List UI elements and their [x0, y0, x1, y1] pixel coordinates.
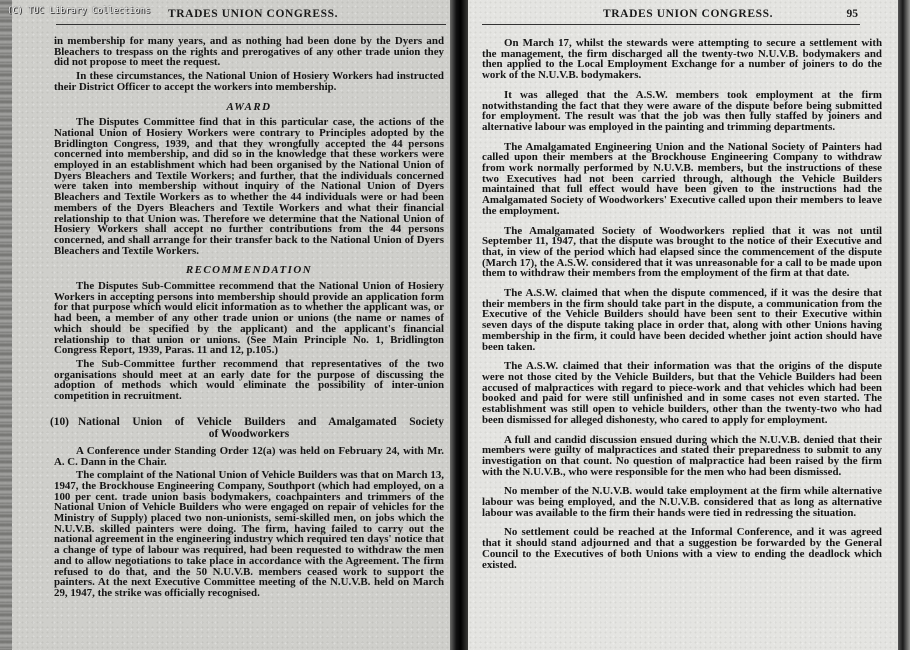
paragraph: The complaint of the National Union of Vehicle Builders was that on March 13, 1947, the Brockhouse Engineering Company, Southport (which had employed, on a 100 per cent. trade union basis bodymakers, coachpainters and trimmers of the National Union of Vehicle Builders who were engaged on repair of vehicles for the Ministry of Supply) placed two non-unionists, semi-skilled men, on jobs which the N.U.V.B. skilled painters were doing. The firm, having failed to carry out the national agreement in the engineering industry which required ten days' notice that a change of type of labour was required, had been requested to withdraw the men and to allow negotiations to take place in accordance with the Agreement. The firm refused to do that, and the 50 N.U.V.B. members ceased work to support the painters. At the next Executive Committee meeting of the N.U.V.B. held on March 29, 1947, the strike was officially recognised.	[54, 469, 444, 599]
item-number: (10)	[50, 415, 69, 428]
paragraph: in membership for many years, and as nothing had been done by the Dyers and Bleachers to trespass on the rights and prerogatives of any other trade union they did not propose to meet the request.	[54, 35, 444, 69]
running-head-right: TRADES UNION CONGRESS.	[603, 8, 774, 20]
recommendation-paragraph: The Disputes Sub-Committee recommend that the National Union of Hosiery Workers in accepting persons into membership should provide an application form for that purpose which would elicit information as to whether the applicant was, or had been, a member of any other trade union or unions (the name or names of which should be specified by the applicant) and the applicant's financial relationship to that union or unions. (See Main Principle No. 1, Bridlington Congress Report, 1939, Paras. 11 and 12, p.105.)	[54, 280, 444, 357]
left-page	[0, 0, 450, 650]
paragraph: On March 17, whilst the stewards were attempting to secure a settlement with the management, the firm discharged all the twenty-two N.U.V.B. bodymakers and then applied to the Local Employment Exchange for a number of joiners to do the work of the N.U.V.B. bodymakers.	[482, 37, 882, 82]
award-heading: AWARD	[226, 100, 272, 113]
right-page	[468, 0, 898, 650]
paragraph: The Amalgamated Society of Woodworkers replied that it was not until September 11, 1947, that the dispute was brought to the notice of their Executive and that, in view of the period which had elapsed since the commencement of the dispute (March 17), the A.S.W. considered that it was unreasonable for a call to be made upon them to withdraw their members from the employment of the firm at that date.	[482, 224, 882, 280]
paragraph: It was alleged that the A.S.W. members took employment at the firm notwithstanding the fact that they were aware of the dispute before being submitted for employment. The result was that the job was then fully staffed by joiners and alternative labour was employed in the painting and trimming departments.	[482, 88, 882, 133]
right-page-body	[482, 38, 882, 579]
item-title-line1: National Union of Vehicle Builders and Amalgamated Society	[78, 415, 444, 428]
recommendation-paragraph: The Sub-Committee further recommend that representatives of the two organisations should meet at an early date for the purpose of discussing the adoption of methods which would eliminate the possibility of inter-union competition in recruitment.	[54, 357, 444, 403]
paragraph: A full and candid discussion ensued during which the N.U.V.B. denied that their members were guilty of malpractices and stated their preparedness to submit to any investigation on that count. No question of malpractice had been raised by the firm with the N.U.V.B., who were responsible for the men who had been dismissed.	[482, 433, 882, 478]
page-edge-right	[898, 0, 910, 650]
item-title-line2: of Woodworkers	[208, 427, 290, 440]
book-gutter	[450, 0, 468, 650]
paragraph: No settlement could be reached at the Informal Conference, and it was agreed that it should stand adjourned and that a suggestion be forwarded by the General Council to the Executives of both Unions with a view to ending the deadlock which existed.	[482, 526, 882, 571]
item-10-heading	[50, 415, 444, 440]
page-number: 95	[846, 8, 858, 20]
paragraph: In these circumstances, the National Union of Hosiery Workers had instructed their District Officer to accept the workers into membership.	[54, 70, 444, 93]
award-paragraph: The Disputes Committee find that in this particular case, the actions of the National Union of Hosiery Workers were contrary to Principles adopted by the Bridlington Congress, 1939, and that they wrongfully accepted the 44 persons concerned into membership, and did so in the knowledge that these workers were employed in an establishment which had been organised by the National Union of Dyers Bleachers and Textile Workers; and further, that the individuals concerned were taken into membership without inquiry of the National Union of Dyers Bleachers and Textile Workers as to whether the 44 individuals were or had been members of the Dyers Bleachers and Textile Workers and what their financial relationship to that Union was. Therefore we determine that the National Union of Hosiery Workers shall accept no further contributions from the 44 persons concerned, and shall arrange for their transfer back to the National Union of Dyers Bleachers and Textile Workers.	[54, 116, 444, 257]
page-edge-left	[0, 0, 12, 650]
paragraph: No member of the N.U.V.B. would take employment at the firm while alternative labour was being employed, and the N.U.V.B. considered that as long as alternative labour was available to the firm their hands were tied in redressing the situation.	[482, 485, 882, 519]
left-page-body	[50, 35, 444, 599]
recommendation-heading: RECOMMENDATION	[185, 264, 313, 277]
header-rule-right	[482, 24, 860, 25]
paragraph: The A.S.W. claimed that their information was that the origins of the dispute were not those cited by the Vehicle Builders, but that the Vehicle Builders had been accused of malpractices with regard to piece-work and that vehicles which had been booked and paid for were still unfinished and in some cases not even started. The establishment was still open to vehicle builders, other than the twenty-two who had been dismissed for alleged dishonesty, who cared to apply for employment.	[482, 360, 882, 426]
paragraph: The Amalgamated Engineering Union and the National Society of Painters had called upon their members at the Brockhouse Engineering Company to withdraw from work normally performed by N.U.V.B. members, but the instructions of these two Executives had not been carried through, although the Vehicle Builders maintained that full effect would have been given to the instructions had the Amalgamated Society of Woodworkers' Executive called upon their members to leave the employment.	[482, 140, 882, 217]
copyright-watermark: (C) TUC Library Collections	[7, 6, 151, 16]
paragraph: A Conference under Standing Order 12(a) was held on February 24, with Mr. A. C. Dann in the Chair.	[54, 444, 444, 468]
running-head-left: TRADES UNION CONGRESS.	[168, 8, 339, 20]
paragraph: The A.S.W. claimed that when the dispute commenced, if it was the desire that their members in the firm should take part in the dispute, a communication from the Executive of the Vehicle Builders should have been sent to their Executive within seven days of the dispute taking place in order that, along with other Unions having membership in the firm, it could have been decided whether joint action should have been taken.	[482, 287, 882, 353]
header-rule-left	[56, 24, 446, 25]
